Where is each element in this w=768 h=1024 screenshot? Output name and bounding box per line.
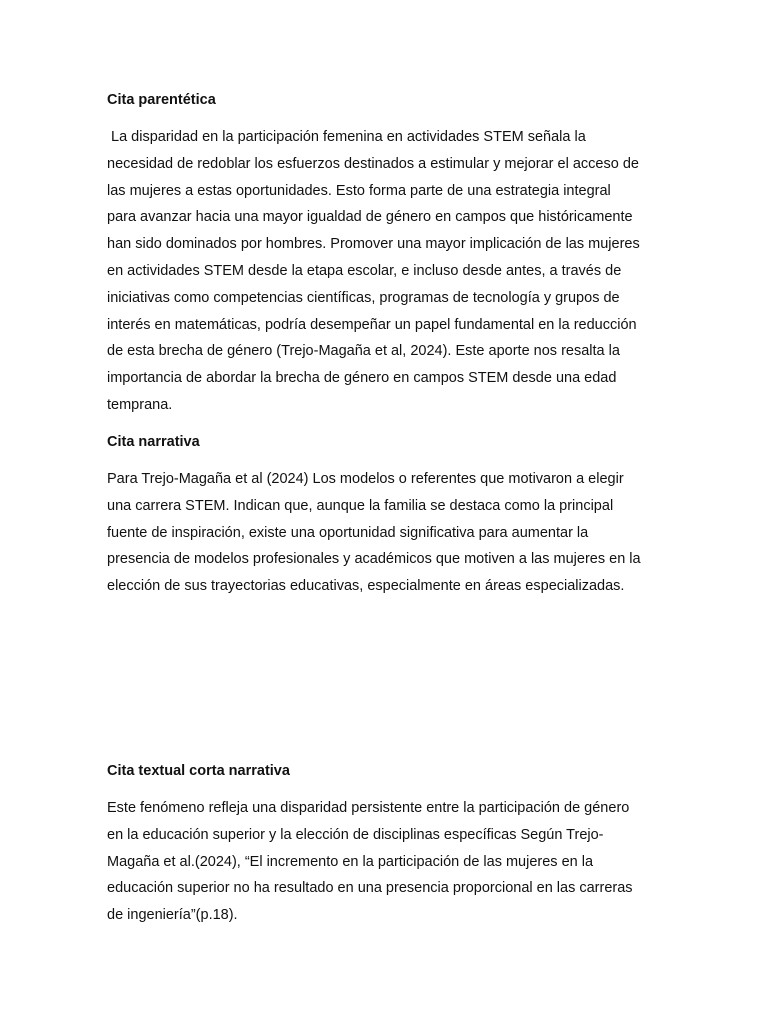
section-heading-textual-corta: Cita textual corta narrativa (107, 763, 290, 779)
paragraph-line: en actividades STEM desde la etapa escolar, e incluso desde antes, a través de (107, 262, 622, 279)
paragraph-line: una carrera STEM. Indican que, aunque la familia se destaca como la principal (107, 497, 614, 514)
paragraph-line: han sido dominados por hombres. Promover una mayor implicación de las mujeres (107, 236, 640, 253)
paragraph-line: Magaña et al.(2024), “El incremento en la participación de las mujeres en la (107, 853, 594, 870)
section-heading-parentetica: Cita parentética (107, 92, 216, 108)
paragraph-line: de esta brecha de género (Trejo-Magaña et al, 2024). Este aporte nos resalta la (107, 343, 620, 360)
paragraph-line: iniciativas como competencias científicas, programas de tecnología y grupos de (107, 289, 620, 306)
paragraph-line: educación superior no ha resultado en una presencia proporcional en las carreras (107, 880, 633, 897)
paragraph-line: temprana. (107, 396, 173, 413)
paragraph-line: importancia de abordar la brecha de género en campos STEM desde una edad (107, 370, 617, 387)
paragraph-line: Este fenómeno refleja una disparidad persistente entre la participación de género (107, 800, 630, 816)
paragraph-line: en la educación superior y la elección de disciplinas específicas Según Trejo- (107, 826, 604, 843)
section-heading-narrativa: Cita narrativa (107, 434, 200, 450)
paragraph-line: necesidad de redoblar los esfuerzos destinados a estimular y mejorar el acceso de (107, 155, 639, 172)
paragraph-line: de ingeniería”(p.18). (107, 907, 238, 924)
paragraph-line: elección de sus trayectorias educativas, especialmente en áreas especializadas. (107, 578, 625, 595)
paragraph-line: Para Trejo-Magaña et al (2024) Los modelos o referentes que motivaron a elegir (107, 471, 624, 487)
section-paragraph-textual-corta (107, 795, 663, 929)
paragraph-line: interés en matemáticas, podría desempeñar un papel fundamental en la reducción (107, 316, 637, 333)
paragraph-line: La disparidad en la participación femenina en actividades STEM señala la (107, 129, 586, 145)
paragraph-line: las mujeres a estas oportunidades. Esto forma parte de una estrategia integral (107, 182, 611, 199)
paragraph-line: para avanzar hacia una mayor igualdad de género en campos que históricamente (107, 209, 633, 226)
section-paragraph-parentetica (107, 124, 663, 419)
section-paragraph-narrativa (107, 466, 663, 600)
paragraph-line: presencia de modelos profesionales y académicos que motiven a las mujeres en la (107, 551, 641, 568)
paragraph-line: fuente de inspiración, existe una oportunidad significativa para aumentar la (107, 524, 589, 541)
